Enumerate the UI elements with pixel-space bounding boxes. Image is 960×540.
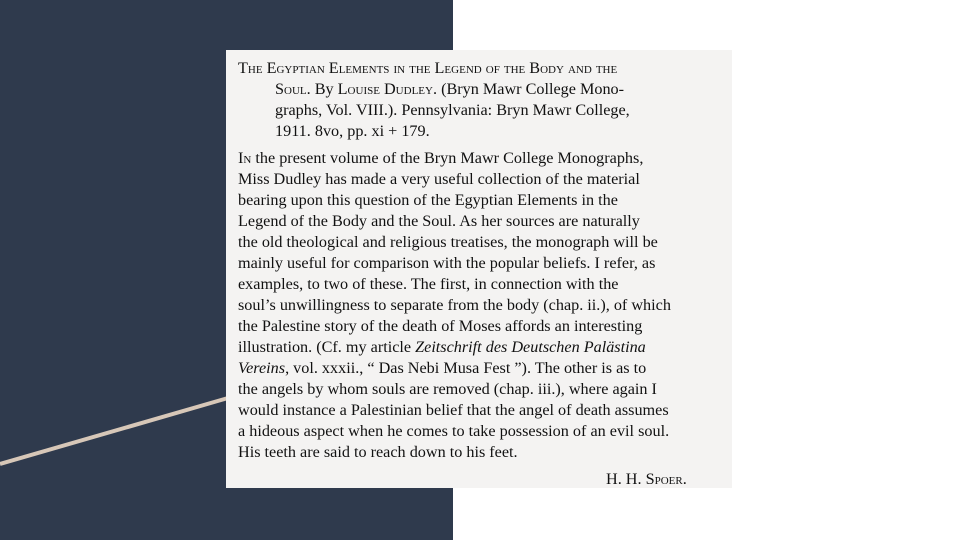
review-title: The Egyptian Elements in the Legend of the Body and the [238,59,618,77]
body-line-7: examples, to two of these. The first, in connection with the [238,275,619,293]
document-scan [226,50,732,488]
accent-stroke [0,398,228,464]
body-line-10 [238,337,646,358]
journal-title: Zeitschrift des Deutschen Palästina [415,338,646,356]
body-line-9: the Palestine story of the death of Moses affords an interesting [238,317,643,335]
header-line-2 [275,79,624,100]
header-line-4: 1911. 8vo, pp. xi + 179. [275,122,430,140]
author-name: Louise Dudley. [337,80,438,98]
drop-word: In [238,149,252,167]
header-line-3: graphs, Vol. VIII.). Pennsylvania: Bryn Mawr College, [275,101,630,119]
journal-title-end: Vereins [238,359,286,377]
body-line-12: the angels by whom souls are removed (chap. iii.), where again I [238,380,657,398]
body-line-14: a hideous aspect when he comes to take possession of an evil soul. [238,422,670,440]
review-title-end: Soul. [275,80,311,98]
body-line-4: Legend of the Body and the Soul. As her sources are naturally [238,212,640,230]
body-line-2: Miss Dudley has made a very useful collection of the material [238,170,640,188]
signature: H. H. Spoer. [606,470,687,488]
body-line-1-text: the present volume of the Bryn Mawr College Monographs, [251,149,644,167]
body-line-1 [238,148,643,169]
body-line-5: the old theological and religious treatises, the monograph will be [238,233,658,251]
body-line-6: mainly useful for comparison with the popular beliefs. I refer, as [238,254,656,272]
by-word: By [314,80,334,98]
body-line-10-text: illustration. (Cf. my article [238,338,416,356]
body-line-13: would instance a Palestinian belief that the angel of death assumes [238,401,669,419]
body-line-8: soul’s unwillingness to separate from the body (chap. ii.), of which [238,296,671,314]
body-line-15: His teeth are said to reach down to his feet. [238,443,518,461]
body-line-3: bearing upon this question of the Egyptian Elements in the [238,191,618,209]
pub-part-1: (Bryn Mawr College Mono- [441,80,625,98]
body-line-11 [238,358,646,379]
body-line-11-text: , vol. xxxii., “ Das Nebi Musa Fest ”). The other is as to [285,359,647,377]
